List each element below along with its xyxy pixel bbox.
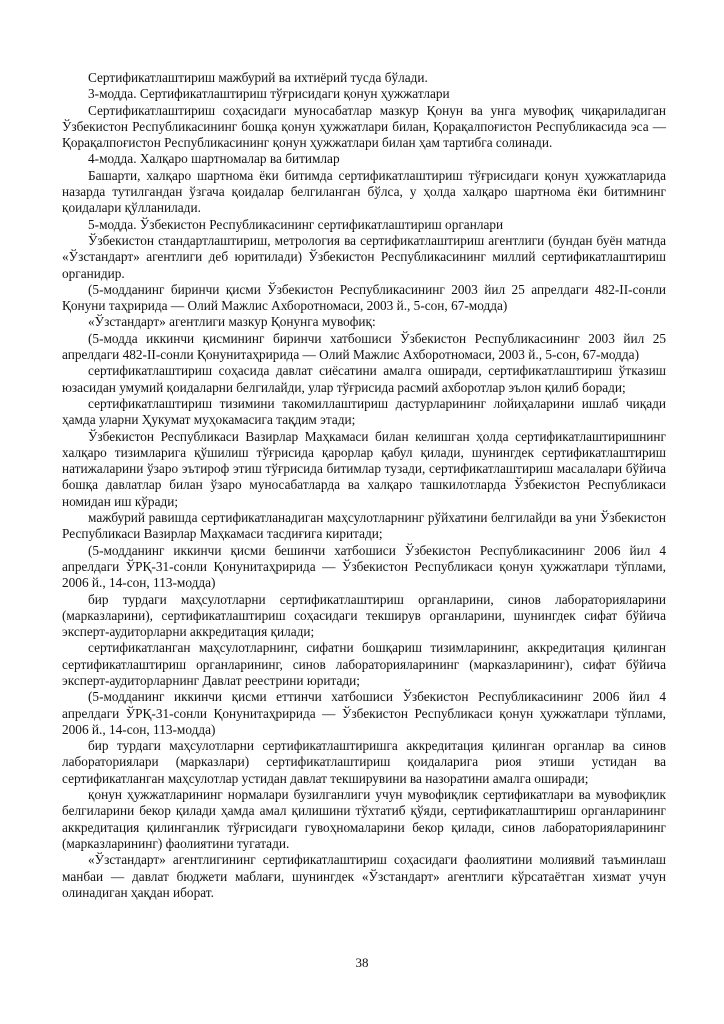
paragraph: қонун ҳужжатларининг нормалари бузилганлиги учун мувофиқлик сертификатлари ва мувофиқлик белгиларини бекор қилади ҳамда амал қилишини тўхтатиб қўяди, сертификатлаштириш органларининг аккредитация қилинганлик тўғрисидаги гувоҳномаларини бекор қилади, синов лабораторияларининг (марказларининг) фаолиятини тугатади. xyxy=(62,787,666,851)
paragraph: Башарти, халқаро шартнома ёки битимда сертификатлаштириш тўғрисидаги қонун ҳужжатларида назарда тутилгандан ўзгача қоидалар белгиланган бўлса, у ҳолда халқаро шартнома ёки битимнинг қоидалари қўлланилади. xyxy=(62,167,666,216)
paragraph: сертификатлаштириш соҳасида давлат сиёсатини амалга оширади, сертификатлаштириш ўтказиш юзасидан умумий қоидаларни белгилайди, улар тўғрисида расмий ахборотлар эълон қилиб боради; xyxy=(62,363,666,395)
paragraph: бир турдаги маҳсулотларни сертификатлаштиришга аккредитация қилинган органлар ва синов лабораториялари (марказлари) сертификатлаштириш қоидаларига риоя этиши устидан ва сертификатланган маҳсулотлар устидан давлат текширувини ва назоратини амалга оширади; xyxy=(62,738,666,786)
paragraph: Ўзбекистон Республикаси Вазирлар Маҳкамаси билан келишган ҳолда сертификатлаштиришнинг халқаро тизимларига қўшилиш тўғрисида қарорлар қабул қилади, шунингдек сертификатлаштириш натижаларини ўзаро эътироф этиш тўғрисида битимлар тузади, сертификатлаштириш масалалари бўйича бошқа давлатлар билан ўзаро муносабатларда ва халқаро ташкилотларда Ўзбекистон Республикаси номидан иш кўради; xyxy=(62,428,666,509)
article-heading: 5-модда. Ўзбекистон Республикасининг сертификатлаштириш органлари xyxy=(88,216,504,232)
page-number: 38 xyxy=(355,955,369,970)
paragraph: Ўзбекистон стандартлаштириш, метрология ва сертификатлаштириш агентлиги (бундан буён матнда «Ўзстандарт» агентлиги деб юритилади) Ўзбекистон Республикасининг миллий сертификатлаштириш органидир. xyxy=(62,232,666,281)
amendment-note: (5-модда иккинчи қисмининг биринчи хатбошиси Ўзбекистон Республикасининг 2003 йил 25 апрелдаги 482-II-сонли Қонунитаҳририда — Олий Мажлис Ахборотномаси, 2003 й., 5-сон, 67-модда) xyxy=(62,330,666,363)
paragraph: «Ўзстандарт» агентлиги мазкур Қонунга мувофиқ: xyxy=(88,314,376,330)
amendment-note: (5-модданинг иккинчи қисми бешинчи хатбошиси Ўзбекистон Республикасининг 2006 йил 4 апрелдаги ЎРҚ-31-сонли Қонунитаҳририда — Ўзбекистон Республикаси қонун ҳужжатлари тўплами, 2006 й., 14-сон, 113-модда) xyxy=(62,542,666,591)
paragraph: бир турдаги маҳсулотларни сертификатлаштириш органларини, синов лабораторияларини (марказларини), сертификатлаштириш соҳасидаги текширув органларини, шунингдек сифат бўйича эксперт-аудиторларни аккредитация қилади; xyxy=(62,591,666,640)
document-body xyxy=(62,70,666,901)
article-heading: 3-модда. Сертификатлаштириш тўғрисидаги қонун ҳужжатлари xyxy=(88,86,450,102)
paragraph: мажбурий равишда сертификатланадиган маҳсулотларнинг рўйхатини белгилайди ва уни Ўзбекистон Республикаси Вазирлар Маҳкамаси тасдиғига киритади; xyxy=(62,510,666,542)
paragraph: «Ўзстандарт» агентлигининг сертификатлаштириш соҳасидаги фаолиятини молиявий таъминлаш манбаи — давлат бюджети маблағи, шунингдек «Ўзстандарт» агентлиги кўрсатаётган хизмат учун олинадиган ҳақдан иборат. xyxy=(62,852,666,900)
amendment-note: (5-модданинг иккинчи қисми еттинчи хатбошиси Ўзбекистон Республикасининг 2006 йил 4 апрелдаги ЎРҚ-31-сонли Қонунитаҳририда — Ўзбекистон Республикаси қонун ҳужжатлари тўплами, 2006 й., 14-сон, 113-модда) xyxy=(62,689,666,737)
amendment-note: (5-модданинг биринчи қисми Ўзбекистон Республикасининг 2003 йил 25 апрелдаги 482-II-сонли Қонуни таҳририда — Олий Мажлис Ахборотномаси, 2003 й., 5-сон, 67-модда) xyxy=(62,281,666,314)
paragraph: Сертификатлаштириш мажбурий ва ихтиёрий тусда бўлади. xyxy=(88,70,428,85)
paragraph: Сертификатлаштириш соҳасидаги муносабатлар мазкур Қонун ва унга мувофиқ чиқариладиган Ўзбекистон Республикасининг бошқа қонун ҳужжатлари билан, Қорақалпоғистон Республикасида эса — Қорақалпоғистон Республикасининг қонун ҳужжатлари билан ҳам тартибга солинади. xyxy=(62,102,666,151)
paragraph: сертификатланган маҳсулотларнинг, сифатни бошқариш тизимларининг, аккредитация қилинган сертификатлаштириш органларининг, синов лабораторияларининг (марказларининг), сифат бўйича эксперт-аудиторларнинг Давлат реестрини юритади; xyxy=(62,640,666,688)
article-heading: 4-модда. Халқаро шартномалар ва битимлар xyxy=(88,151,340,167)
paragraph: сертификатлаштириш тизимини такомиллаштириш дастурларининг лойиҳаларини ишлаб чиқади ҳамда уларни Ҳукумат муҳокамасига тақдим этади; xyxy=(62,395,666,428)
